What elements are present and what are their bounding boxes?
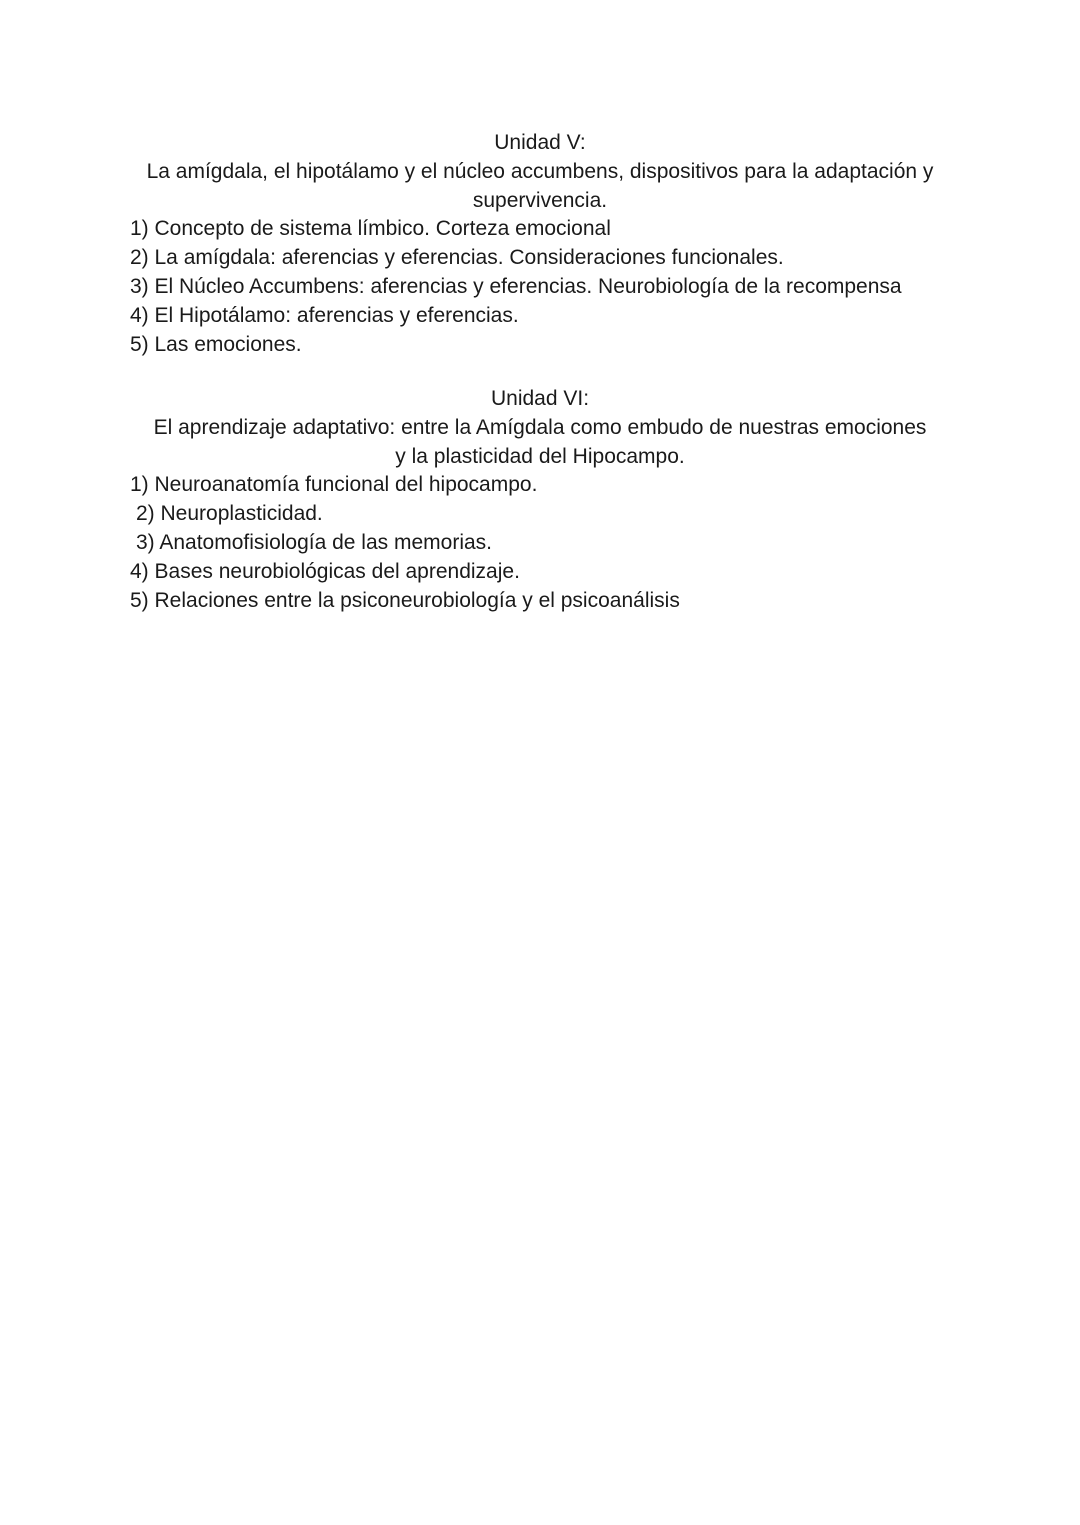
list-item: 5) Relaciones entre la psiconeurobiología y el psicoanálisis <box>130 588 680 612</box>
list-item: 2) La amígdala: aferencias y eferencias. Consideraciones funcionales. <box>130 246 784 270</box>
list-item: 3) Anatomofisiología de las memorias. <box>136 530 493 554</box>
unit-heading: Unidad VI: <box>490 387 590 410</box>
list-item: 5) Las emociones. <box>130 332 302 356</box>
list-item: 4) Bases neurobiológicas del aprendizaje. <box>130 559 520 583</box>
list-item: 2) Neuroplasticidad. <box>136 502 323 526</box>
unit-vi-section <box>130 385 950 615</box>
topic-list <box>130 215 950 359</box>
unit-heading: Unidad V: <box>494 131 586 154</box>
topic-list <box>130 471 950 615</box>
unit-v-section <box>130 129 950 359</box>
unit-subtitle-line-2: y la plasticidad del Hipocampo. <box>395 444 685 468</box>
list-item: 1) Neuroanatomía funcional del hipocampo. <box>130 473 538 497</box>
unit-subtitle-line-1: El aprendizaje adaptativo: entre la Amígdala como embudo de nuestras emociones <box>153 415 927 439</box>
unit-subtitle-line-2: supervivencia. <box>472 188 608 212</box>
list-item: 1) Concepto de sistema límbico. Corteza emocional <box>130 217 611 241</box>
list-item: 3) El Núcleo Accumbens: aferencias y eferencias. Neurobiología de la recompensa <box>130 274 902 298</box>
list-item: 4) El Hipotálamo: aferencias y eferencias. <box>130 303 519 327</box>
unit-subtitle-line-1: La amígdala, el hipotálamo y el núcleo accumbens, dispositivos para la adaptación y <box>146 159 934 183</box>
